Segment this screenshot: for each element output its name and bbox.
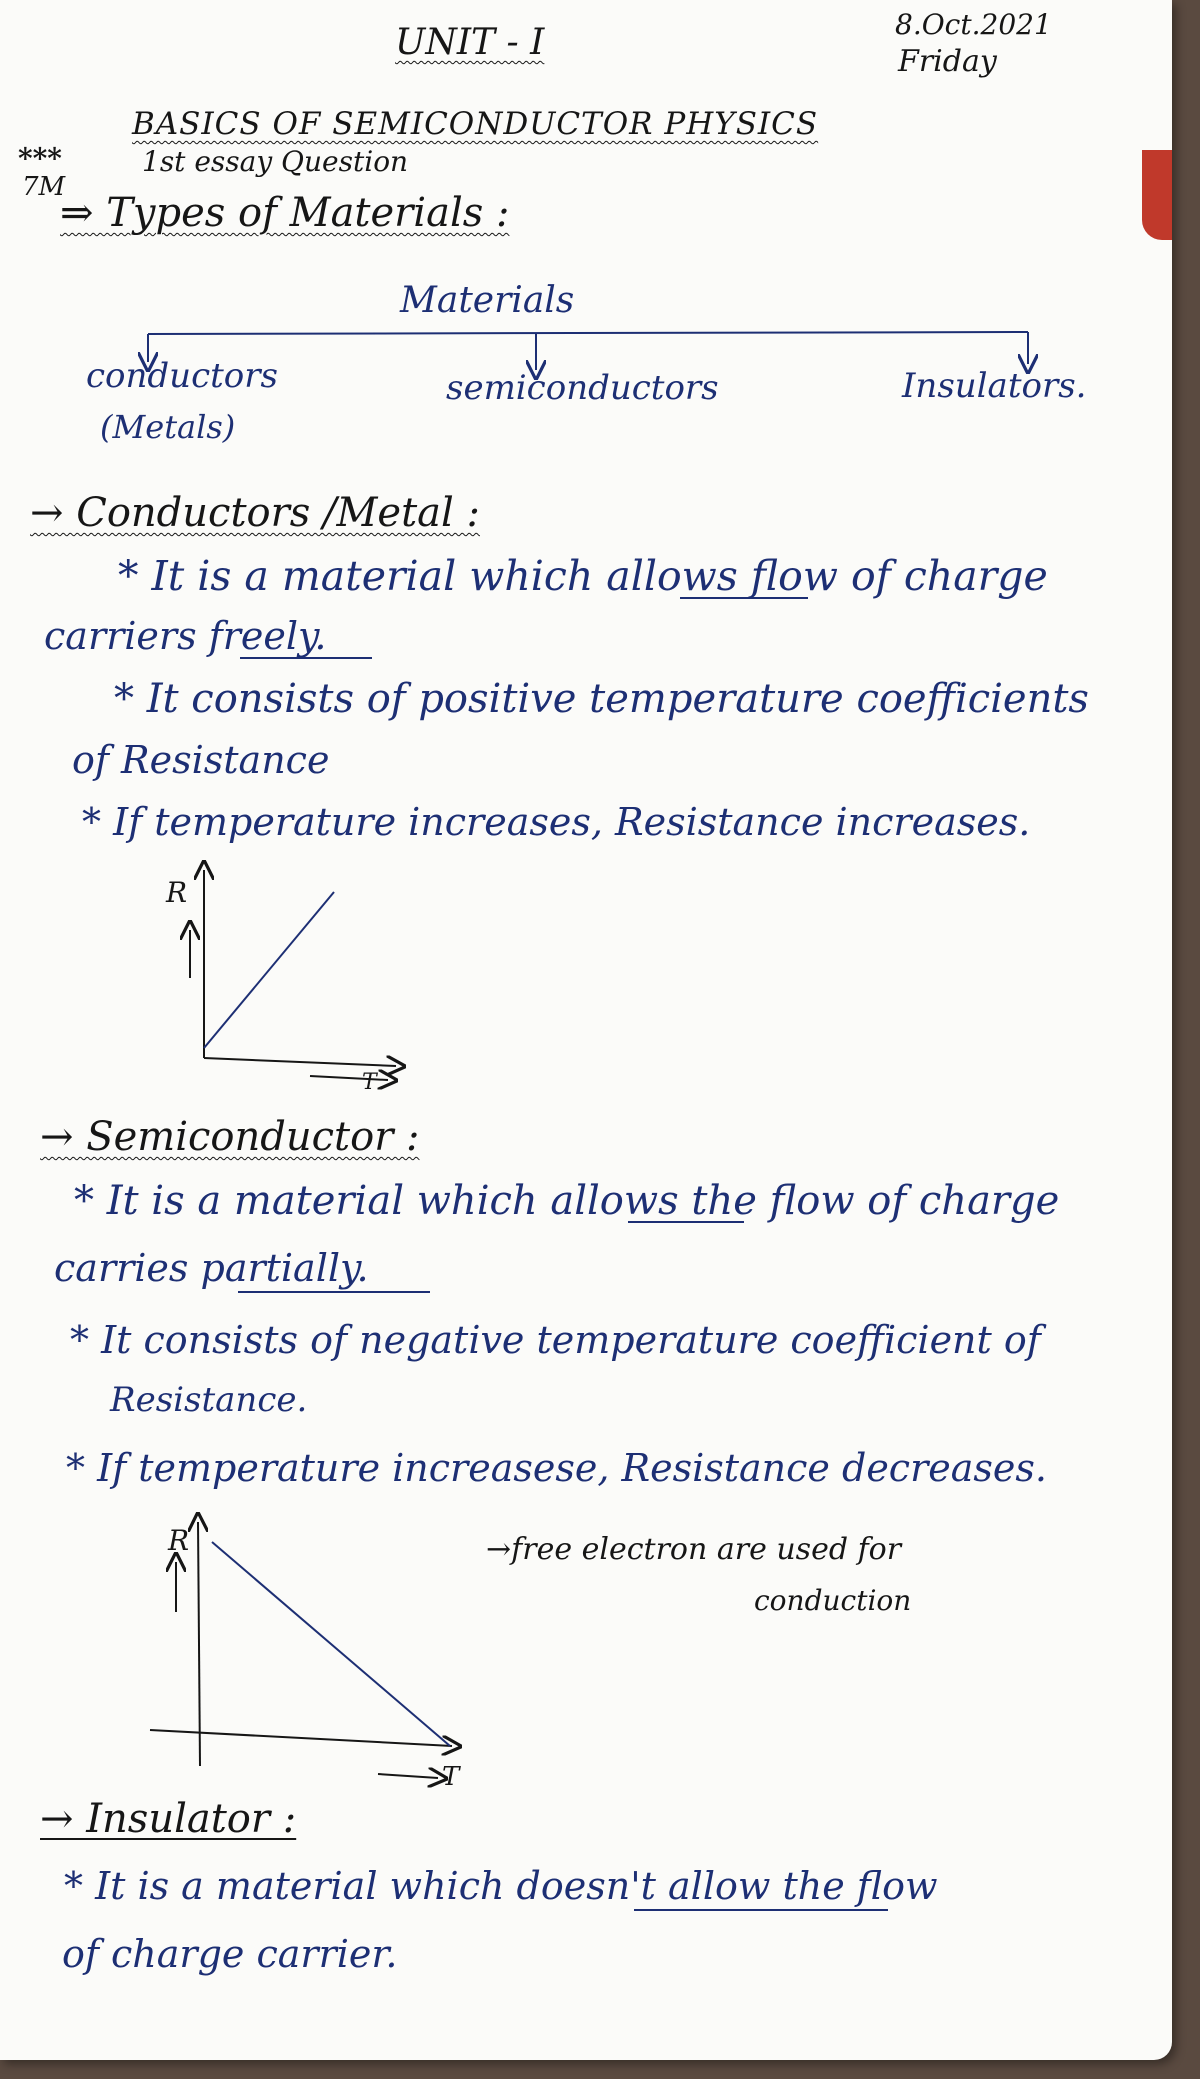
types-heading: ⇒ Types of Materials : bbox=[60, 190, 510, 236]
unit-heading: UNIT - I bbox=[395, 22, 545, 63]
semiconductor-line-5: * If temperature increasese, Resistance decreases. bbox=[66, 1446, 1047, 1490]
graph1-y-label: R bbox=[166, 876, 188, 909]
semiconductor-line-1: * It is a material which allows the flow of charge bbox=[74, 1178, 1060, 1224]
tree-conductors-sub: (Metals) bbox=[100, 408, 236, 446]
tree-root-label: Materials bbox=[400, 280, 575, 321]
graph1-x-label: T bbox=[362, 1070, 377, 1095]
insulator-line-1: * It is a material which doesn't allow the flow bbox=[64, 1864, 938, 1908]
graph2-note-line-1: →free electron are used for bbox=[486, 1532, 902, 1567]
importance-stars: *** bbox=[18, 142, 62, 175]
tree-conductors-label: conductors bbox=[86, 356, 278, 396]
conductor-line-1: * It is a material which allows flow of charge bbox=[118, 552, 1048, 600]
chapter-title: BASICS OF SEMICONDUCTOR PHYSICS bbox=[132, 106, 819, 142]
graph2-y-label: R bbox=[168, 1524, 190, 1557]
graph2-note-line-2: conduction bbox=[754, 1584, 912, 1617]
graph2-plot bbox=[150, 1522, 452, 1778]
graph2-x-label: T bbox=[442, 1762, 460, 1792]
conductor-line-4: of Resistance bbox=[72, 738, 330, 782]
semiconductor-line-2: carries partially. bbox=[54, 1246, 369, 1290]
marks-label: 7M bbox=[22, 172, 66, 202]
conductor-line-2: carriers freely. bbox=[44, 614, 327, 658]
tree-insulators-label: Insulators. bbox=[902, 366, 1087, 406]
tree-semiconductors-label: semiconductors bbox=[446, 368, 719, 408]
day: Friday bbox=[898, 44, 997, 79]
graph1-plot bbox=[190, 870, 396, 1080]
conductor-heading: → Conductors /Metal : bbox=[30, 490, 480, 536]
conductor-line-5: * If temperature increases, Resistance increases. bbox=[82, 800, 1031, 844]
semiconductor-line-4: Resistance. bbox=[110, 1380, 308, 1420]
semiconductor-line-3: * It consists of negative temperature coefficient of bbox=[70, 1318, 1041, 1362]
insulator-heading: → Insulator : bbox=[40, 1796, 297, 1842]
conductor-line-3: * It consists of positive temperature coefficients bbox=[114, 676, 1089, 722]
tree-lines bbox=[148, 332, 1028, 370]
insulator-line-2: of charge carrier. bbox=[62, 1932, 398, 1976]
semiconductor-heading: → Semiconductor : bbox=[40, 1114, 420, 1160]
date: 8.Oct.2021 bbox=[895, 8, 1052, 41]
keyword-underlines bbox=[238, 598, 888, 1910]
question-tag: 1st essay Question bbox=[142, 145, 409, 178]
